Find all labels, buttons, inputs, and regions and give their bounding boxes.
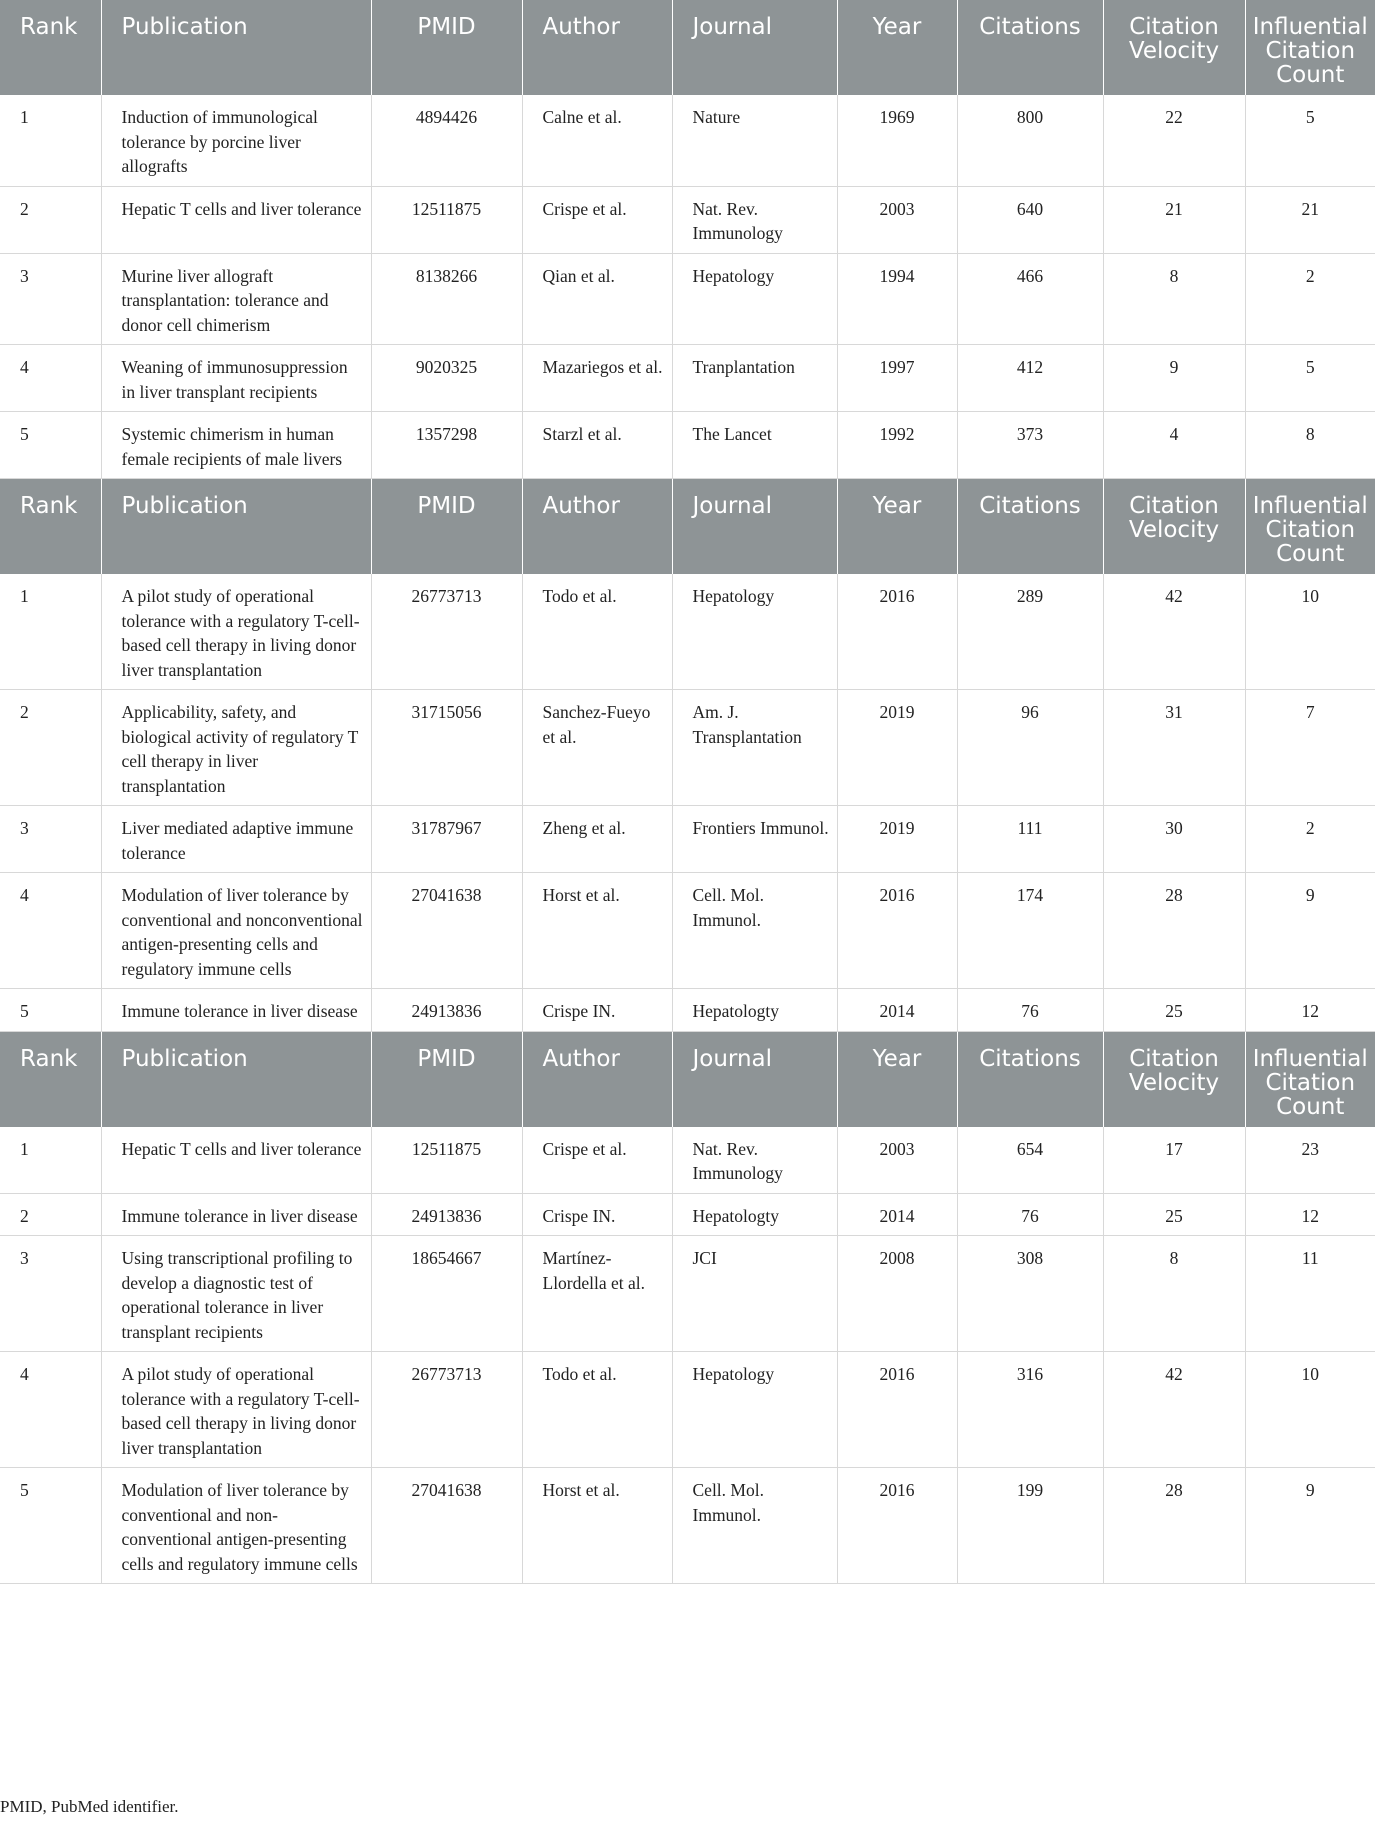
rank-cell: 5 [0, 1468, 101, 1584]
publication-cell: A pilot study of operational tolerance with a regulatory T-cell-based cell therapy in living donor liver transplantation [101, 574, 371, 690]
rank-cell: 4 [0, 345, 101, 412]
header-publication: Publication [101, 1031, 371, 1127]
influential-citation-count-cell: 10 [1245, 574, 1375, 690]
journal-cell: Nat. Rev. Immunology [672, 186, 837, 253]
publication-cell: Using transcriptional profiling to develop a diagnostic test of operational tolerance in liver transplant recipients [101, 1236, 371, 1352]
header-citation-velocity: Citation Velocity [1103, 1031, 1245, 1127]
pmid-cell: 26773713 [371, 1352, 522, 1468]
header-pmid: PMID [371, 1031, 522, 1127]
journal-cell: JCI [672, 1236, 837, 1352]
citation-velocity-cell: 28 [1103, 1468, 1245, 1584]
table-row [0, 989, 1375, 1032]
year-cell: 2016 [837, 574, 957, 690]
citation-velocity-cell: 31 [1103, 690, 1245, 806]
publication-cell: Applicability, safety, and biological activity of regulatory T cell therapy in liver transplantation [101, 690, 371, 806]
pmid-cell: 24913836 [371, 989, 522, 1032]
influential-citation-count-cell: 5 [1245, 345, 1375, 412]
table-row [0, 186, 1375, 253]
citation-velocity-cell: 25 [1103, 989, 1245, 1032]
rank-cell: 1 [0, 1127, 101, 1194]
publication-cell: Immune tolerance in liver disease [101, 989, 371, 1032]
rank-cell: 4 [0, 1352, 101, 1468]
header-year: Year [837, 1031, 957, 1127]
journal-cell: Cell. Mol. Immunol. [672, 1468, 837, 1584]
influential-citation-count-cell: 8 [1245, 412, 1375, 479]
publication-cell: Hepatic T cells and liver tolerance [101, 1127, 371, 1194]
pmid-cell: 26773713 [371, 574, 522, 690]
citations-cell: 174 [957, 873, 1103, 989]
influential-citation-count-cell: 5 [1245, 95, 1375, 186]
year-cell: 2016 [837, 1468, 957, 1584]
table-row [0, 690, 1375, 806]
citation-velocity-cell: 28 [1103, 873, 1245, 989]
journal-cell: Hepatology [672, 1352, 837, 1468]
influential-citation-count-cell: 11 [1245, 1236, 1375, 1352]
journal-cell: Am. J. Transplantation [672, 690, 837, 806]
year-cell: 2003 [837, 186, 957, 253]
publication-cell: Weaning of immunosuppression in liver transplant recipients [101, 345, 371, 412]
citations-cell: 289 [957, 574, 1103, 690]
table-row [0, 1127, 1375, 1194]
header-rank: Rank [0, 479, 101, 575]
table-row [0, 806, 1375, 873]
header-influential-citation-count: Influential Citation Count [1245, 0, 1375, 95]
author-cell: Crispe et al. [522, 1127, 672, 1194]
author-cell: Horst et al. [522, 873, 672, 989]
year-cell: 1969 [837, 95, 957, 186]
author-cell: Crispe et al. [522, 186, 672, 253]
author-cell: Zheng et al. [522, 806, 672, 873]
influential-citation-count-cell: 12 [1245, 989, 1375, 1032]
citation-velocity-cell: 17 [1103, 1127, 1245, 1194]
influential-citation-count-cell: 9 [1245, 1468, 1375, 1584]
author-cell: Crispe IN. [522, 989, 672, 1032]
pmid-cell: 8138266 [371, 253, 522, 345]
header-author: Author [522, 1031, 672, 1127]
table-footnote: PMID, PubMed identifier. [0, 1797, 179, 1816]
year-cell: 2019 [837, 806, 957, 873]
publication-cell: Modulation of liver tolerance by conventional and non-conventional antigen-presenting cells and regulatory immune cells [101, 1468, 371, 1584]
pmid-cell: 31787967 [371, 806, 522, 873]
journal-cell: Hepatology [672, 574, 837, 690]
header-rank: Rank [0, 0, 101, 95]
header-rank: Rank [0, 1031, 101, 1127]
header-citation-velocity: Citation Velocity [1103, 0, 1245, 95]
header-publication: Publication [101, 479, 371, 575]
publication-cell: Murine liver allograft transplantation: tolerance and donor cell chimerism [101, 253, 371, 345]
citations-cell: 466 [957, 253, 1103, 345]
year-cell: 2014 [837, 989, 957, 1032]
header-citations: Citations [957, 1031, 1103, 1127]
rank-cell: 5 [0, 989, 101, 1032]
header-publication: Publication [101, 0, 371, 95]
table-row [0, 574, 1375, 690]
citation-velocity-cell: 8 [1103, 1236, 1245, 1352]
header-author: Author [522, 479, 672, 575]
year-cell: 2008 [837, 1236, 957, 1352]
pmid-cell: 31715056 [371, 690, 522, 806]
table-row [0, 873, 1375, 989]
pmid-cell: 12511875 [371, 1127, 522, 1194]
header-year: Year [837, 479, 957, 575]
table-row [0, 412, 1375, 479]
citations-cell: 800 [957, 95, 1103, 186]
citations-cell: 640 [957, 186, 1103, 253]
journal-cell: Cell. Mol. Immunol. [672, 873, 837, 989]
author-cell: Todo et al. [522, 1352, 672, 1468]
year-cell: 1997 [837, 345, 957, 412]
journal-cell: Nature [672, 95, 837, 186]
header-author: Author [522, 0, 672, 95]
pmid-cell: 18654667 [371, 1236, 522, 1352]
citation-velocity-cell: 9 [1103, 345, 1245, 412]
publication-cell: Induction of immunological tolerance by porcine liver allografts [101, 95, 371, 186]
header-citation-velocity: Citation Velocity [1103, 479, 1245, 575]
publication-cell: Liver mediated adaptive immune tolerance [101, 806, 371, 873]
year-cell: 2016 [837, 873, 957, 989]
journal-cell: Tranplantation [672, 345, 837, 412]
rank-cell: 4 [0, 873, 101, 989]
author-cell: Crispe IN. [522, 1193, 672, 1236]
pmid-cell: 24913836 [371, 1193, 522, 1236]
table-row [0, 1468, 1375, 1584]
publication-cell: Hepatic T cells and liver tolerance [101, 186, 371, 253]
table-row [0, 95, 1375, 186]
author-cell: Horst et al. [522, 1468, 672, 1584]
citation-velocity-cell: 42 [1103, 574, 1245, 690]
influential-citation-count-cell: 21 [1245, 186, 1375, 253]
author-cell: Qian et al. [522, 253, 672, 345]
citations-cell: 373 [957, 412, 1103, 479]
header-influential-citation-count: Influential Citation Count [1245, 1031, 1375, 1127]
header-influential-citation-count: Influential Citation Count [1245, 479, 1375, 575]
year-cell: 2019 [837, 690, 957, 806]
journal-cell: Frontiers Immunol. [672, 806, 837, 873]
rank-cell: 2 [0, 690, 101, 806]
citations-cell: 316 [957, 1352, 1103, 1468]
citation-velocity-cell: 21 [1103, 186, 1245, 253]
rank-cell: 5 [0, 412, 101, 479]
publication-cell: Modulation of liver tolerance by conventional and nonconventional antigen-presenting cells and regulatory immune cells [101, 873, 371, 989]
table-row [0, 345, 1375, 412]
influential-citation-count-cell: 2 [1245, 806, 1375, 873]
citations-cell: 199 [957, 1468, 1103, 1584]
citation-velocity-cell: 8 [1103, 253, 1245, 345]
rank-cell: 1 [0, 95, 101, 186]
header-pmid: PMID [371, 0, 522, 95]
citations-cell: 96 [957, 690, 1103, 806]
citations-cell: 111 [957, 806, 1103, 873]
influential-citation-count-cell: 9 [1245, 873, 1375, 989]
influential-citation-count-cell: 23 [1245, 1127, 1375, 1194]
publication-cell: Systemic chimerism in human female recipients of male livers [101, 412, 371, 479]
influential-citation-count-cell: 7 [1245, 690, 1375, 806]
author-cell: Sanchez-Fueyo et al. [522, 690, 672, 806]
citation-velocity-cell: 42 [1103, 1352, 1245, 1468]
rank-cell: 2 [0, 186, 101, 253]
author-cell: Martínez-Llordella et al. [522, 1236, 672, 1352]
header-citations: Citations [957, 0, 1103, 95]
author-cell: Todo et al. [522, 574, 672, 690]
journal-cell: Hepatologty [672, 1193, 837, 1236]
author-cell: Starzl et al. [522, 412, 672, 479]
influential-citation-count-cell: 2 [1245, 253, 1375, 345]
rank-cell: 3 [0, 253, 101, 345]
year-cell: 1992 [837, 412, 957, 479]
citations-cell: 308 [957, 1236, 1103, 1352]
pmid-cell: 27041638 [371, 873, 522, 989]
citations-cell: 412 [957, 345, 1103, 412]
journal-cell: The Lancet [672, 412, 837, 479]
pmid-cell: 27041638 [371, 1468, 522, 1584]
header-row [0, 1031, 1375, 1127]
citations-cell: 76 [957, 989, 1103, 1032]
publication-cell: Immune tolerance in liver disease [101, 1193, 371, 1236]
pmid-cell: 9020325 [371, 345, 522, 412]
header-row [0, 479, 1375, 575]
year-cell: 1994 [837, 253, 957, 345]
year-cell: 2016 [837, 1352, 957, 1468]
year-cell: 2014 [837, 1193, 957, 1236]
rank-cell: 3 [0, 1236, 101, 1352]
citations-cell: 654 [957, 1127, 1103, 1194]
table-row [0, 1352, 1375, 1468]
journal-cell: Nat. Rev. Immunology [672, 1127, 837, 1194]
header-pmid: PMID [371, 479, 522, 575]
journal-cell: Hepatology [672, 253, 837, 345]
influential-citation-count-cell: 10 [1245, 1352, 1375, 1468]
header-year: Year [837, 0, 957, 95]
year-cell: 2003 [837, 1127, 957, 1194]
rank-cell: 1 [0, 574, 101, 690]
citation-velocity-cell: 30 [1103, 806, 1245, 873]
citations-cell: 76 [957, 1193, 1103, 1236]
header-journal: Journal [672, 0, 837, 95]
pmid-cell: 1357298 [371, 412, 522, 479]
journal-cell: Hepatologty [672, 989, 837, 1032]
rank-cell: 3 [0, 806, 101, 873]
citation-velocity-cell: 22 [1103, 95, 1245, 186]
citation-velocity-cell: 4 [1103, 412, 1245, 479]
rank-cell: 2 [0, 1193, 101, 1236]
table-row [0, 1236, 1375, 1352]
author-cell: Mazariegos et al. [522, 345, 672, 412]
header-journal: Journal [672, 1031, 837, 1127]
influential-citation-count-cell: 12 [1245, 1193, 1375, 1236]
citation-velocity-cell: 25 [1103, 1193, 1245, 1236]
pmid-cell: 4894426 [371, 95, 522, 186]
author-cell: Calne et al. [522, 95, 672, 186]
header-journal: Journal [672, 479, 837, 575]
table-row [0, 253, 1375, 345]
header-citations: Citations [957, 479, 1103, 575]
header-row [0, 0, 1375, 95]
publication-cell: A pilot study of operational tolerance with a regulatory T-cell-based cell therapy in living donor liver transplantation [101, 1352, 371, 1468]
pmid-cell: 12511875 [371, 186, 522, 253]
table-row [0, 1193, 1375, 1236]
